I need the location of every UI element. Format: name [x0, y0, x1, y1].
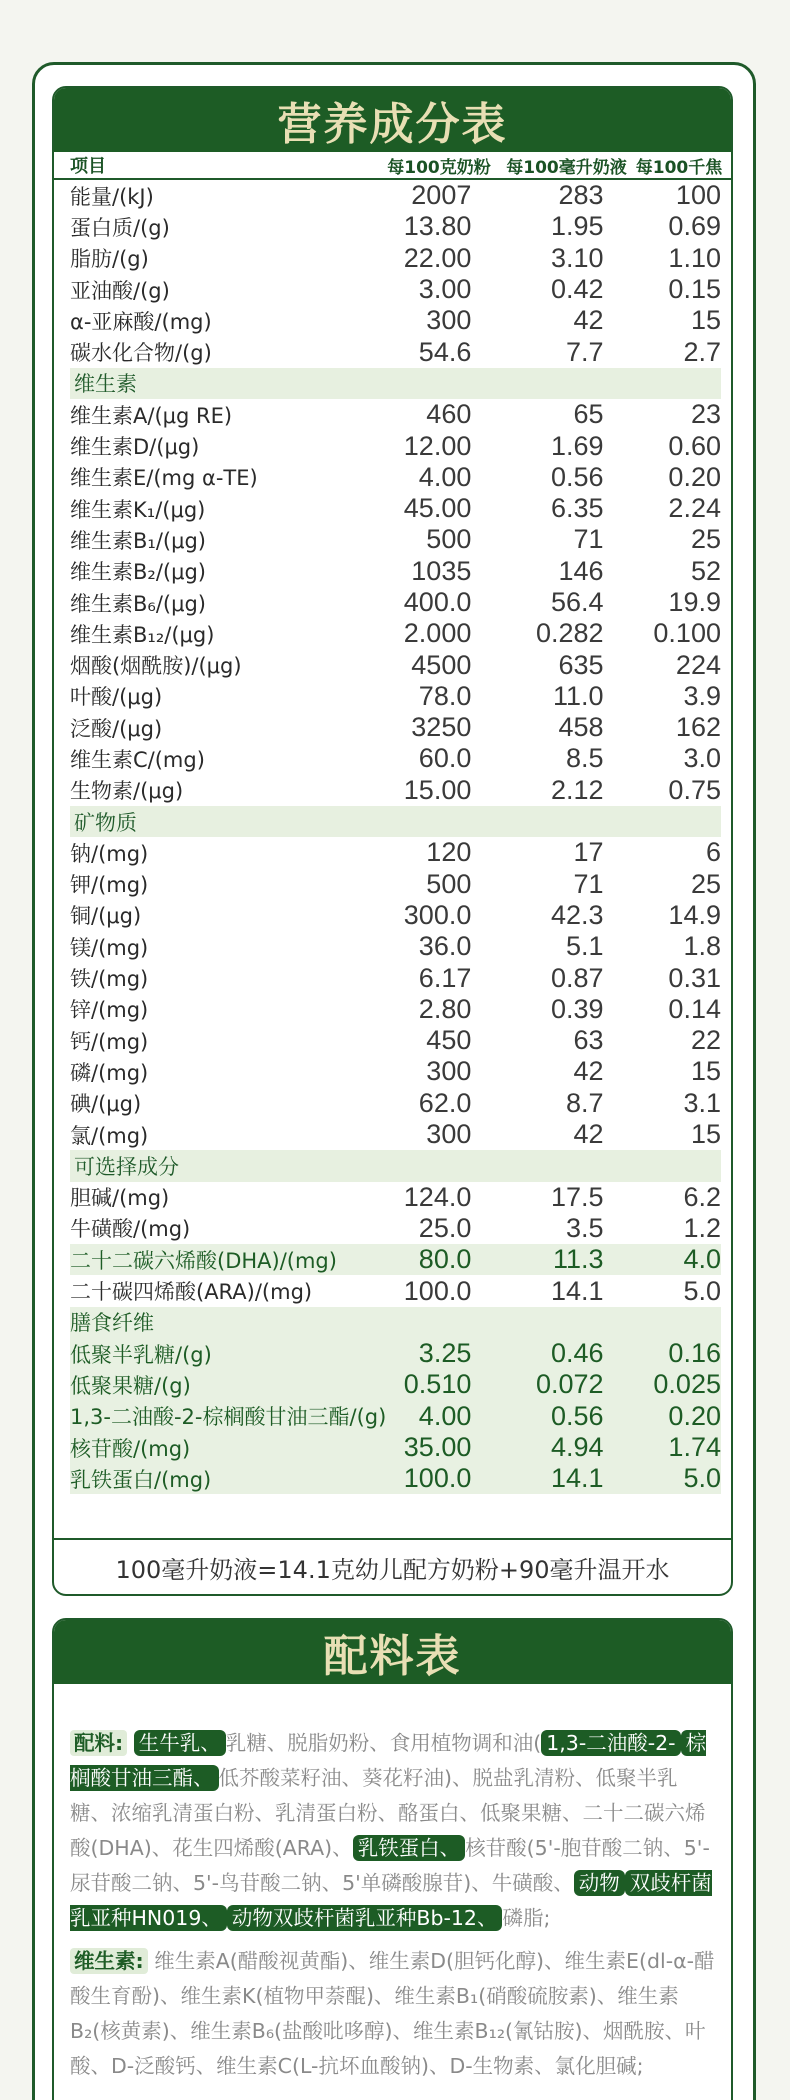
- row-name: 乳铁蛋白/(mg): [70, 1467, 212, 1492]
- value-per-100kj: 15: [690, 1119, 721, 1150]
- fiber-block: [70, 1307, 721, 1495]
- value-per-100g: 400.0: [403, 587, 472, 617]
- value-per-100ml: 458: [558, 712, 604, 743]
- table-row: [70, 931, 721, 962]
- row-name: 维生素E/(mg α-TE): [70, 466, 258, 491]
- value-per-100g: 1035: [411, 555, 472, 586]
- value-per-100g: 500: [426, 524, 472, 555]
- table-row: [70, 1088, 721, 1119]
- col-per-100kj: 每100千焦: [635, 157, 723, 178]
- table-row: [70, 274, 721, 305]
- value-per-100ml: 0.87: [550, 962, 604, 993]
- value-per-100g: 450: [426, 1025, 472, 1056]
- table-row: [70, 712, 721, 743]
- ingredients-panel: [52, 1618, 733, 2100]
- table-row: [70, 1056, 721, 1087]
- value-per-100ml: 17: [573, 837, 604, 868]
- value-per-100ml: 42.3: [550, 899, 604, 930]
- value-per-100g: 124.0: [403, 1181, 472, 1212]
- value-per-100g: 0.510: [403, 1369, 472, 1400]
- value-per-100kj: 25: [690, 524, 721, 555]
- value-per-100kj: 52: [690, 555, 721, 586]
- value-per-100g: 6.17: [418, 962, 472, 993]
- row-name: 生物素/(μg): [70, 779, 184, 804]
- row-name: 叶酸/(μg): [70, 685, 163, 710]
- value-per-100kj: 0.025: [653, 1369, 721, 1400]
- value-per-100kj: 1.74: [668, 1432, 721, 1463]
- value-per-100kj: 22: [690, 1025, 721, 1056]
- row-name: 钙/(mg): [70, 1029, 149, 1054]
- value-per-100ml: 3.10: [550, 242, 604, 273]
- value-per-100ml: 56.4: [550, 587, 604, 617]
- value-per-100kj: 15: [690, 1056, 721, 1087]
- table-row: [70, 1025, 721, 1056]
- value-per-100g: 500: [426, 868, 472, 899]
- row-name: 钾/(mg): [70, 873, 149, 898]
- value-per-100kj: 19.9: [668, 587, 721, 617]
- value-per-100ml: 635: [558, 649, 604, 680]
- value-per-100g: 3.00: [418, 274, 472, 305]
- ingredients-label: 配料:: [70, 1730, 127, 1756]
- value-per-100g: 36.0: [418, 931, 472, 962]
- value-per-100ml: 11.3: [552, 1244, 604, 1275]
- value-per-100ml: 0.42: [550, 274, 604, 305]
- row-name: 蛋白质/(g): [70, 215, 170, 240]
- row-name: 低聚果糖/(g): [70, 1373, 191, 1398]
- value-per-100kj: 0.20: [668, 1400, 721, 1431]
- row-name: 碳水化合物/(g): [70, 341, 212, 366]
- value-per-100ml: 71: [573, 868, 604, 899]
- value-per-100ml: 0.39: [550, 993, 604, 1024]
- value-per-100g: 62.0: [418, 1087, 472, 1118]
- nutrition-header: [54, 88, 731, 152]
- row-name: 维生素A/(μg RE): [70, 403, 233, 428]
- section-header: [70, 368, 721, 399]
- table-row: [70, 493, 721, 524]
- value-per-100g: 78.0: [418, 680, 472, 711]
- row-name: 维生素B₁/(μg): [70, 528, 206, 553]
- row-name: 二十二碳六烯酸(DHA)/(mg): [70, 1248, 337, 1273]
- value-per-100kj: 1.8: [683, 931, 721, 962]
- row-name: 铜/(μg): [70, 904, 142, 929]
- highlight-pill: 棕榈酸甘油三酯、: [70, 1731, 707, 1790]
- row-name: 泛酸/(μg): [70, 716, 163, 741]
- value-per-100ml: 0.282: [535, 618, 604, 649]
- table-row: [70, 775, 721, 806]
- ingredient-text: 核苷酸(5'-胞苷酸二钠、5'-尿苷酸二钠、5'-鸟苷酸二钠、5'单磷酸腺苷)、牛磺酸、: [70, 1836, 710, 1895]
- value-per-100g: 12.00: [403, 430, 472, 461]
- value-per-100ml: 146: [558, 555, 604, 586]
- row-name: 维生素D/(μg): [70, 435, 200, 460]
- value-per-100ml: 14.1: [550, 1275, 604, 1306]
- value-per-100kj: 0.69: [668, 211, 721, 242]
- value-per-100g: 2007: [411, 180, 472, 211]
- table-row: [70, 869, 721, 900]
- vitamins-paragraph: [70, 1944, 717, 2084]
- row-name: α-亚麻酸/(mg): [70, 309, 212, 334]
- row-name: 锌/(mg): [70, 998, 149, 1023]
- value-per-100kj: 3.1: [683, 1087, 721, 1118]
- row-name: 氯/(mg): [70, 1123, 149, 1148]
- value-per-100kj: 0.15: [668, 274, 721, 305]
- value-per-100kj: 4.0: [683, 1244, 721, 1275]
- nutrition-panel: [52, 86, 733, 1596]
- value-per-100g: 80.0: [418, 1244, 472, 1275]
- row-name: 维生素B₁₂/(μg): [70, 622, 215, 647]
- ingredients-paragraph: [70, 1726, 717, 1936]
- value-per-100g: 3.25: [418, 1338, 472, 1369]
- value-per-100ml: 0.56: [550, 1400, 604, 1431]
- value-per-100kj: 0.100: [653, 618, 721, 649]
- table-row: [70, 1369, 721, 1400]
- table-row: [70, 556, 721, 587]
- value-per-100g: 300: [426, 1119, 472, 1150]
- value-per-100ml: 7.7: [565, 336, 604, 367]
- table-row: [70, 837, 721, 868]
- value-per-100kj: 0.16: [668, 1338, 721, 1369]
- section-header: [70, 806, 721, 837]
- value-per-100ml: 6.35: [550, 493, 604, 524]
- value-per-100kj: 3.9: [683, 680, 721, 711]
- row-name: 磷/(mg): [70, 1060, 149, 1085]
- section-title: 矿物质: [74, 810, 137, 835]
- value-per-100ml: 0.46: [550, 1338, 604, 1369]
- row-name: 脂肪/(g): [70, 247, 149, 272]
- value-per-100kj: 2.24: [668, 493, 721, 524]
- value-per-100ml: 11.0: [552, 680, 604, 711]
- table-row: [70, 1338, 721, 1369]
- row-name: 铁/(mg): [70, 967, 149, 992]
- vitamins-label: 维生素:: [70, 1948, 148, 1974]
- value-per-100g: 300: [426, 1056, 472, 1087]
- nutrition-rows: [54, 180, 731, 1494]
- row-name: 镁/(mg): [70, 935, 149, 960]
- value-per-100kj: 0.31: [668, 962, 721, 993]
- table-row: [70, 1213, 721, 1244]
- row-name: 低聚半乳糖/(g): [70, 1342, 212, 1367]
- table-row: [70, 1432, 721, 1463]
- row-name: 能量/(kJ): [70, 184, 154, 209]
- value-per-100g: 3250: [411, 712, 472, 743]
- table-row: [70, 462, 721, 493]
- highlight-pill: 1,3-二油酸-2-: [541, 1730, 680, 1756]
- value-per-100ml: 3.5: [565, 1212, 604, 1243]
- value-per-100g: 45.00: [403, 493, 472, 524]
- value-per-100kj: 224: [675, 649, 721, 680]
- table-row: [70, 743, 721, 774]
- table-row: [70, 336, 721, 367]
- value-per-100g: 4.00: [418, 461, 472, 492]
- value-per-100g: 13.80: [403, 211, 472, 242]
- nutrition-title: 营养成分表: [277, 99, 508, 150]
- value-per-100g: 4500: [411, 649, 472, 680]
- value-per-100ml: 42: [573, 1119, 604, 1150]
- value-per-100ml: 17.5: [550, 1181, 604, 1212]
- table-row: [70, 900, 721, 931]
- value-per-100ml: 283: [558, 180, 604, 211]
- table-row: [70, 618, 721, 649]
- row-name: 碘/(μg): [70, 1092, 142, 1117]
- col-per-100g: 每100克奶粉: [387, 157, 491, 178]
- value-per-100ml: 0.072: [535, 1369, 604, 1400]
- ingredients-header: [54, 1620, 731, 1684]
- value-per-100kj: 0.75: [668, 774, 721, 805]
- value-per-100ml: 14.1: [550, 1463, 604, 1494]
- highlight-pill: 动物双歧杆菌乳亚种Bb-12、: [227, 1905, 503, 1931]
- row-name: 亚油酸/(g): [70, 278, 170, 303]
- value-per-100kj: 2.7: [683, 336, 721, 367]
- table-row: [70, 649, 721, 680]
- row-name: 1,3-二油酸-2-棕榈酸甘油三酯/(g): [70, 1405, 387, 1430]
- table-row: [70, 1244, 721, 1275]
- value-per-100g: 100.0: [403, 1463, 472, 1494]
- value-per-100g: 60.0: [418, 743, 472, 774]
- col-item: 项目: [70, 156, 106, 177]
- value-per-100kj: 25: [690, 868, 721, 899]
- row-name: 烟酸(烟酰胺)/(μg): [70, 654, 242, 679]
- value-per-100ml: 0.56: [550, 461, 604, 492]
- row-name: 维生素B₂/(μg): [70, 560, 206, 585]
- value-per-100kj: 162: [675, 712, 721, 743]
- value-per-100g: 300: [426, 305, 472, 336]
- value-per-100g: 15.00: [403, 774, 472, 805]
- value-per-100ml: 1.95: [550, 211, 604, 242]
- value-per-100g: 460: [426, 399, 472, 430]
- row-name: 维生素C/(mg): [70, 747, 205, 772]
- value-per-100ml: 8.5: [565, 743, 604, 774]
- table-row: [70, 994, 721, 1025]
- table-row: [70, 1463, 721, 1494]
- table-row: [70, 1182, 721, 1213]
- table-row: [70, 587, 721, 618]
- highlight-pill: 双歧杆菌乳亚种HN019、: [70, 1871, 712, 1930]
- value-per-100ml: 8.7: [565, 1087, 604, 1118]
- ingredients-title: 配料表: [323, 1631, 462, 1682]
- value-per-100ml: 2.12: [550, 774, 604, 805]
- highlight-pill: 生牛乳、: [134, 1730, 226, 1756]
- value-per-100g: 2.80: [418, 993, 472, 1024]
- highlight-pill: 乳铁蛋白、: [353, 1835, 466, 1861]
- value-per-100g: 100.0: [403, 1275, 472, 1306]
- value-per-100kj: 100: [675, 180, 721, 211]
- table-row: [70, 524, 721, 555]
- preparation-note: 100毫升奶液=14.1克幼儿配方奶粉+90毫升温开水: [54, 1538, 731, 1594]
- table-row: [70, 962, 721, 993]
- ingredients-body: [54, 1684, 731, 2084]
- value-per-100g: 54.6: [418, 336, 472, 367]
- table-row: [70, 681, 721, 712]
- table-row: [70, 1275, 721, 1306]
- table-row: [70, 1119, 721, 1150]
- section-title: 膳食纤维: [70, 1311, 154, 1336]
- value-per-100g: 300.0: [403, 899, 472, 930]
- table-row: [70, 430, 721, 461]
- value-per-100ml: 42: [573, 1056, 604, 1087]
- value-per-100g: 35.00: [403, 1432, 472, 1463]
- value-per-100g: 120: [426, 837, 472, 868]
- value-per-100ml: 4.94: [550, 1432, 604, 1463]
- value-per-100ml: 42: [573, 305, 604, 336]
- column-header: [54, 152, 731, 180]
- value-per-100ml: 71: [573, 524, 604, 555]
- row-name: 核苷酸/(mg): [70, 1436, 191, 1461]
- ingredient-text: 磷脂;: [502, 1906, 551, 1930]
- value-per-100kj: 23: [690, 399, 721, 430]
- value-per-100kj: 14.9: [668, 899, 721, 930]
- value-per-100kj: 6: [705, 837, 721, 868]
- table-row: [70, 211, 721, 242]
- ingredient-text: 低芥酸菜籽油、葵花籽油)、脱盐乳清粉、低聚半乳糖、浓缩乳清蛋白粉、乳清蛋白粉、酪蛋白、低聚果糖、二十二碳六烯酸(DHA)、花生四烯酸(ARA)、: [70, 1766, 706, 1860]
- value-per-100ml: 63: [573, 1025, 604, 1056]
- highlight-pill: 动物: [574, 1870, 625, 1896]
- value-per-100kj: 6.2: [683, 1181, 721, 1212]
- section-title: 可选择成分: [74, 1154, 179, 1179]
- value-per-100kj: 1.10: [668, 242, 721, 273]
- row-name: 维生素K₁/(μg): [70, 497, 206, 522]
- value-per-100kj: 5.0: [683, 1275, 721, 1306]
- value-per-100kj: 5.0: [683, 1463, 721, 1494]
- value-per-100ml: 65: [573, 399, 604, 430]
- value-per-100kj: 15: [690, 305, 721, 336]
- value-per-100kj: 0.20: [668, 461, 721, 492]
- section-title: 维生素: [74, 372, 137, 397]
- value-per-100ml: 5.1: [565, 931, 604, 962]
- row-name: 维生素B₆/(μg): [70, 591, 206, 616]
- ingredient-text: 乳糖、脱脂奶粉、食用植物调和油(: [225, 1731, 542, 1755]
- value-per-100g: 22.00: [403, 242, 472, 273]
- vitamins-text: 维生素A(醋酸视黄酯)、维生素D(胆钙化醇)、维生素E(dl-α-醋酸生育酚)、维生素K(植物甲萘醌)、维生素B₁(硝酸硫胺素)、维生素B₂(核黄素)、维生素B₆(盐酸吡哆醇)、维生素B₁₂(氰钴胺)、烟酰胺、叶酸、D-泛酸钙、维生素C(L-抗坏血酸钠)、D-生物素、氯化胆碱;: [70, 1949, 715, 2078]
- value-per-100g: 4.00: [418, 1400, 472, 1431]
- value-per-100g: 2.000: [403, 618, 472, 649]
- value-per-100kj: 1.2: [683, 1212, 721, 1243]
- value-per-100g: 25.0: [418, 1212, 472, 1243]
- section-header: [70, 1150, 721, 1181]
- table-row: [70, 1401, 721, 1432]
- row-name: 二十碳四烯酸(ARA)/(mg): [70, 1280, 313, 1305]
- table-row: [70, 399, 721, 430]
- row-name: 牛磺酸/(mg): [70, 1217, 191, 1242]
- table-row: [70, 180, 721, 211]
- value-per-100kj: 3.0: [683, 743, 721, 774]
- row-name: 胆碱/(mg): [70, 1186, 170, 1211]
- value-per-100kj: 0.60: [668, 430, 721, 461]
- col-per-100ml: 每100毫升奶液: [506, 157, 627, 178]
- table-row: [70, 305, 721, 336]
- table-row: [70, 243, 721, 274]
- value-per-100ml: 1.69: [550, 430, 604, 461]
- value-per-100kj: 0.14: [668, 993, 721, 1024]
- row-name: 钠/(mg): [70, 841, 149, 866]
